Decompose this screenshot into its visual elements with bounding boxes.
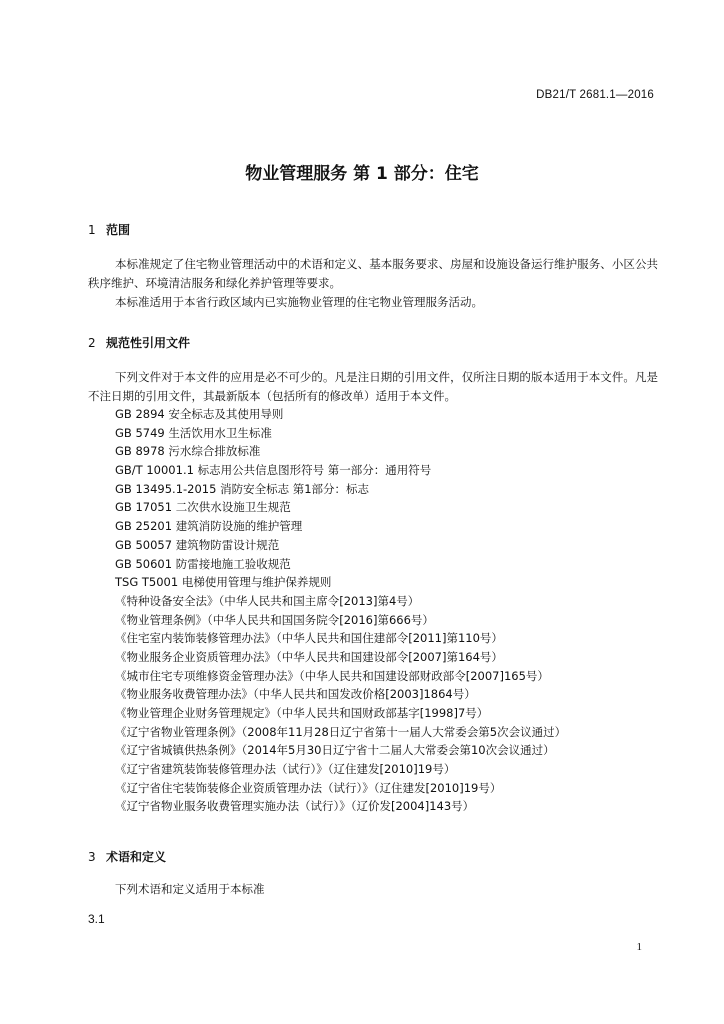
term-number: 3.1	[88, 912, 105, 926]
references-intro: 下列文件对于本文件的应用是必不可少的。凡是注日期的引用文件，仅所注日期的版本适用于本文件。凡是不注日期的引用文件，其最新版本（包括所有的修改单）适用于本文件。	[88, 370, 658, 403]
reference-item: 《辽宁省建筑装饰装修管理办法（试行）》（辽住建发[2010]19号）	[115, 762, 456, 777]
section-number: 2	[88, 336, 96, 350]
scope-paragraph: 本标准规定了住宅物业管理活动中的术语和定义、基本服务要求、房屋和设施设备运行维护服务、小区公共秩序维护、环境清洁服务和绿化养护管理等要求。	[88, 257, 658, 290]
section-heading-terms	[88, 848, 166, 865]
section-heading-scope	[88, 221, 130, 238]
reference-item: TSG T5001 电梯使用管理与维护保养规则	[115, 575, 332, 590]
reference-item: GB 8978 污水综合排放标准	[115, 444, 261, 459]
page-number: 1	[636, 941, 642, 953]
section-number: 3	[88, 850, 96, 864]
reference-item: 《辽宁省住宅装饰装修企业资质管理办法（试行）》（辽住建发[2010]19号）	[115, 780, 502, 795]
reference-item: 《城市住宅专项维修资金管理办法》（中华人民共和国建设部财政部令[2007]165号）	[115, 668, 549, 683]
reference-item: 《物业管理条例》（中华人民共和国国务院令[2016]第666号）	[115, 612, 434, 627]
reference-item: 《特种设备安全法》（中华人民共和国主席令[2013]第4号）	[115, 593, 420, 608]
section-title: 术语和定义	[106, 850, 167, 864]
reference-item: GB/T 10001.1 标志用公共信息图形符号 第一部分：通用符号	[115, 463, 432, 478]
section-number: 1	[88, 223, 96, 237]
reference-item: 《辽宁省物业管理条例》（2008年11月28日辽宁省第十一届人大常委会第5次会议通过）	[115, 724, 567, 739]
section-title: 范围	[106, 223, 131, 237]
references-list	[115, 405, 566, 816]
document-title: 物业管理服务 第 1 部分：住宅	[245, 164, 479, 184]
reference-item: 《辽宁省物业服务收费管理实施办法（试行）》（辽价发[2004]143号）	[115, 799, 475, 814]
reference-item: GB 50601 防雷接地施工验收规范	[115, 556, 291, 571]
reference-item: 《住宅室内装饰装修管理办法》（中华人民共和国住建部令[2011]第110号）	[115, 631, 503, 646]
reference-item: GB 17051 二次供水设施卫生规范	[115, 500, 291, 515]
reference-item: GB 13495.1-2015 消防安全标志 第1部分：标志	[115, 481, 370, 496]
reference-item: GB 50057 建筑物防雷设计规范	[115, 537, 280, 552]
reference-item: 《物业服务企业资质管理办法》（中华人民共和国建设部令[2007]第164号）	[115, 649, 503, 664]
reference-item: 《物业服务收费管理办法》（中华人民共和国发改价格[2003]1864号）	[115, 687, 476, 702]
reference-item: 《辽宁省城镇供热条例》（2014年5月30日辽宁省十二届人大常委会第10次会议通过）	[115, 743, 555, 758]
scope-paragraph: 本标准适用于本省行政区域内已实施物业管理的住宅物业管理服务活动。	[115, 295, 483, 309]
reference-item: GB 5749 生活饮用水卫生标准	[115, 425, 272, 440]
section-title: 规范性引用文件	[106, 336, 191, 350]
terms-intro: 下列术语和定义适用于本标准	[115, 882, 265, 896]
reference-item: GB 2894 安全标志及其使用导则	[115, 407, 284, 421]
standard-code: DB21/T 2681.1—2016	[536, 89, 654, 101]
reference-item: GB 25201 建筑消防设施的维护管理	[115, 519, 303, 534]
section-heading-references	[88, 334, 190, 351]
reference-item: 《物业管理企业财务管理规定》（中华人民共和国财政部基字[1998]7号）	[115, 706, 489, 720]
